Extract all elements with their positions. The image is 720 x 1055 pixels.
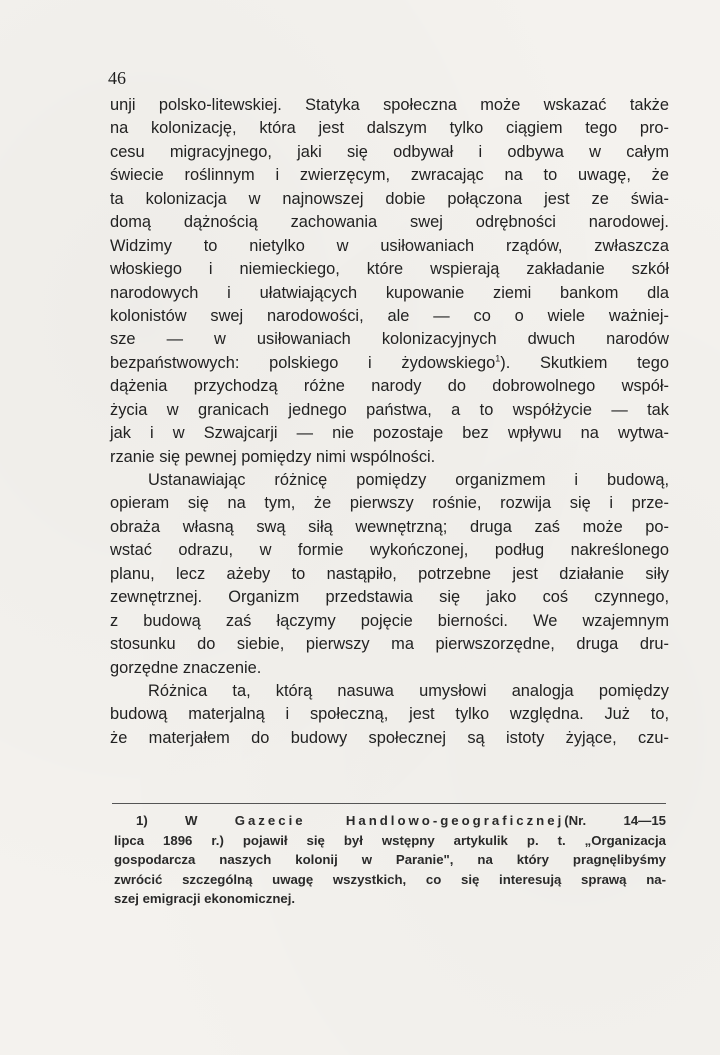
text-line: na kolonizację, która jest dalszym tylko ciągiem tego pro- <box>110 119 669 138</box>
page-number: 46 <box>108 68 126 88</box>
text-line: kolonistów swej narodowości, ale — co o wiele ważniej- <box>110 306 669 325</box>
text-line: budową materjalną i społeczną, jest tylko względna. Już to, <box>110 705 669 724</box>
footnote <box>114 811 666 909</box>
text-line: rzanie się pewnej pomiędzy nimi wspólności. <box>110 447 436 466</box>
footnote-line <box>114 811 666 831</box>
line-head: bezpaństwowych: polskiego i żydowskiego <box>110 353 496 372</box>
footnote-line1-tail: (Nr. 14—15 <box>564 813 667 828</box>
footnote-reference: 1 <box>495 353 501 364</box>
text-line: jak i w Szwajcarji — nie pozostaje bez wpływu na wytwa- <box>110 424 669 443</box>
text-line: stosunku do siebie, pierwszy ma pierwszorzędne, druga dru- <box>110 635 669 654</box>
text-line: zewnętrznej. Organizm przedstawia się jako coś czynnego, <box>110 588 669 607</box>
text-line: opieram się na tym, że pierwszy rośnie, rozwija się i prze- <box>110 494 669 513</box>
footnote-prefix: ) W <box>143 813 235 828</box>
text-line: że materjałem do budowy społecznej są istoty żyjące, czu- <box>110 728 669 747</box>
footnote-divider <box>112 803 666 804</box>
text-line: świecie roślinnym i zwierzęcym, zwracając na to uwagę, że <box>110 166 669 185</box>
text-line: Widzimy to nietylko w usiłowaniach rządów, zwłaszcza <box>110 236 669 255</box>
text-line: unji polsko-litewskiej. Statyka społeczna może wskazać także <box>110 96 669 114</box>
text-line: gorzędne znaczenie. <box>110 658 262 677</box>
footnote-line: zwrócić szczególną uwagę wszystkich, co się interesują sprawą na- <box>114 871 666 887</box>
main-text <box>110 94 669 750</box>
text-line: ta kolonizacja w najnowszej dobie połączona jest ze świa- <box>110 189 669 208</box>
text-line: wstać odrazu, w formie wykończonej, podług nakreślonego <box>110 541 669 560</box>
text-line-with-footnote-ref <box>110 352 669 375</box>
text-line: obraża własną swą siłą wewnętrzną; druga zaś może po- <box>110 517 669 536</box>
text-line: Ustanawiając różnicę pomiędzy organizmem i budową, <box>148 471 669 489</box>
text-line: Różnica ta, którą nasuwa umysłowi analogja pomiędzy <box>148 681 669 700</box>
text-line: dążenia przychodzą różne narody do dobrowolnego współ- <box>110 377 669 396</box>
text-line: z budową zaś łączymy pojęcie bierności. We wzajemnym <box>110 611 669 630</box>
footnote-journal-title: Gazecie Handlowo-geograficznej <box>234 813 565 828</box>
text-line: życia w granicach jednego państwa, a to współżycie — tak <box>110 400 669 419</box>
text-line: włoskiego i niemieckiego, które wspierają zakładanie szkół <box>110 260 669 279</box>
footnote-line: gospodarcza naszych kolonij w Paranie", na który pragnęlibyśmy <box>114 852 666 867</box>
footnote-line: lipca 1896 r.) pojawił się był wstępny artykulik p. t. „Organizacja <box>114 832 666 848</box>
footnote-mark: 1 <box>136 813 144 828</box>
text-line: cesu migracyjnego, jaki się odbywał i odbywa w całym <box>110 142 669 161</box>
text-line: narodowych i ułatwiających kupowanie ziemi bankom dla <box>110 283 669 302</box>
text-line: sze — w usiłowaniach kolonizacyjnych dwuch narodów <box>110 330 669 349</box>
footnote-line: szej emigracji ekonomicznej. <box>114 891 296 906</box>
line-tail: ). Skutkiem tego <box>500 353 669 372</box>
text-line: planu, lecz ażeby to nastąpiło, potrzebne jest działanie siły <box>110 564 669 583</box>
text-line: domą dążnością zachowania swej odrębności narodowej. <box>110 213 669 232</box>
